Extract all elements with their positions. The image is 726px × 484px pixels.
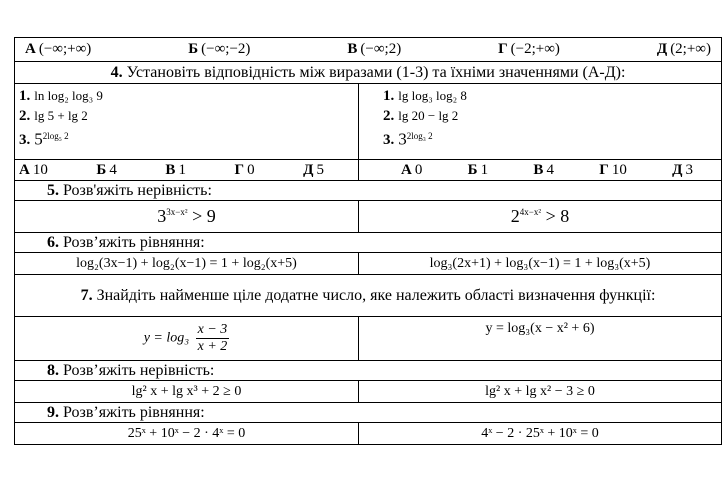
- right-answer-b: Б 1: [467, 161, 489, 178]
- expr-right-2: 2. lg 20 − lg 2: [383, 108, 459, 124]
- left-answer-v: В 1: [165, 161, 186, 178]
- left-answer-g: Г 0: [234, 161, 255, 178]
- worksheet: [14, 37, 721, 445]
- task7-row: [15, 317, 722, 361]
- options-row: [15, 38, 722, 62]
- fraction: $\frac{x - 3}{x + 2}$: [197, 322, 228, 354]
- task4-left-expressions: [15, 84, 359, 160]
- task4-right-expressions: [359, 84, 722, 160]
- left-answer-d: Д 5: [303, 161, 324, 178]
- left-answer-a: А 10: [19, 161, 48, 178]
- task5-left-inequality: $3^{3x-x^2} > 9$: [15, 201, 359, 233]
- task5-row: [15, 201, 722, 233]
- task5-header: 5. Розв'яжіть нерівність:: [15, 181, 722, 201]
- task4-answers-row: [15, 160, 722, 181]
- tasks-table: [14, 37, 722, 445]
- task9-right-equation: 4ˣ − 2 · 25ˣ + 10ˣ = 0: [359, 423, 722, 445]
- option-g: Г (−2;+∞): [498, 41, 560, 57]
- task6-right-equation: log₃(2x+1) + log₃(x−1) = 1 + log₃(x+5): [359, 253, 722, 275]
- option-b: Б (−∞;−2): [188, 41, 251, 57]
- task9-left-equation: 25ˣ + 10ˣ − 2 · 4ˣ = 0: [15, 423, 359, 445]
- task4-left-answers: [15, 160, 359, 181]
- task8-header: 8. Розв’яжіть нерівність:: [15, 361, 722, 381]
- task5-header-row: [15, 181, 722, 201]
- task5-right-inequality: $2^{4x-x^2} > 8$: [359, 201, 722, 233]
- right-answer-v: В 4: [533, 161, 554, 178]
- left-answer-b: Б 4: [96, 161, 117, 178]
- task4-header-row: [15, 62, 722, 84]
- expr-left-1: 1. ln log₂ log₃ 9: [19, 88, 103, 104]
- answer-options: [19, 41, 717, 58]
- task9-header: 9. Розв’яжіть рівняння:: [15, 403, 722, 423]
- task7-header: 7. Знайдіть найменше ціле додатне число, яке належить області визначення функції:: [15, 275, 722, 317]
- option-a: А (−∞;+∞): [25, 41, 92, 57]
- expr-left-3: 3. $5^{2log_5 2}$: [19, 129, 69, 149]
- task7-header-row: [15, 275, 722, 317]
- task7-left-function: y = log₃ $\frac{x - 3}{x + 2}$: [15, 317, 359, 361]
- right-answer-g: Г 10: [599, 161, 627, 178]
- task8-right-inequality: lg² x + lg x² − 3 ≥ 0: [359, 381, 722, 403]
- option-d: Д (2;+∞): [656, 41, 711, 57]
- task6-row: [15, 253, 722, 275]
- task8-header-row: [15, 361, 722, 381]
- task6-header-row: [15, 233, 722, 253]
- task4-expressions-row: [15, 84, 722, 160]
- expr-right-3: 3. $3^{2log_3 2}$: [383, 129, 433, 149]
- task8-left-inequality: lg² x + lg x³ + 2 ≥ 0: [15, 381, 359, 403]
- task7-right-function: y = log₃(x − x² + 6): [359, 317, 722, 361]
- task6-header: 6. Розв’яжіть рівняння:: [15, 233, 722, 253]
- task6-left-equation: log₂(3x−1) + log₂(x−1) = 1 + log₂(x+5): [15, 253, 359, 275]
- expr-right-1: 1. lg log₃ log₂ 8: [383, 88, 467, 104]
- task9-row: [15, 423, 722, 445]
- right-answer-a: А 0: [401, 161, 423, 178]
- task4-header: 4. Установіть відповідність між виразами (1-3) та їхніми значеннями (А-Д):: [15, 62, 722, 84]
- task4-right-answers: [359, 160, 722, 181]
- expr-left-2: 2. lg 5 + lg 2: [19, 108, 88, 124]
- option-v: В (−∞;2): [347, 41, 402, 57]
- task8-row: [15, 381, 722, 403]
- task9-header-row: [15, 403, 722, 423]
- right-answer-d: Д 3: [672, 161, 693, 178]
